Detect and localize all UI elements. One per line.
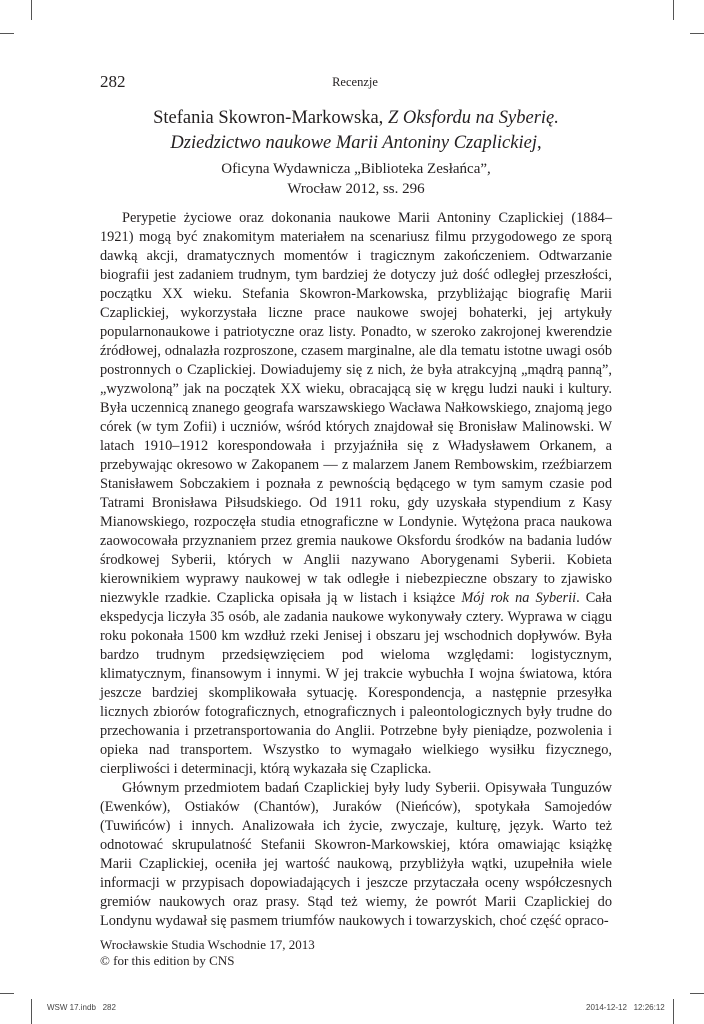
running-head — [100, 72, 610, 96]
book-title-part1: Z Oksfordu na Syberię. — [387, 108, 559, 128]
journal-footer — [100, 937, 315, 969]
print-slug-timestamp: 2014-12-12 12:26:12 — [586, 1003, 665, 1012]
book-publisher: Oficyna Wydawnicza „Biblioteka Zesłańca”, — [221, 161, 491, 177]
page-number: 282 — [100, 72, 126, 91]
heading-line-2 — [100, 131, 612, 156]
paragraph-2: Głównym przedmiotem badań Czaplickiej były ludy Syberii. Opisywała Tunguzów (Ewenków), Ostiaków (Chantów), Juraków (Nieńców), spotykała Samojedów (Tuwińców) i innych. Analizowała ich życie, zwyczaje, kulturę, język. Warto też odnotować skrupulatność Stefanii Skowron-Markowskiej, która omawiając książkę Marii Czaplickiej, oceniła jej wartość naukową, przybliżyła wątki, uzupełniła wiele informacji w przypisach dopowiadających i jeszcze przytaczała oceny współczesnych gremiów naukowych oraz prasy. Stąd też wiemy, że powrót Marii Czaplickiej do Londynu wydawał się pasmem triumfów naukowych i towarzyskich, choć część opraco- — [100, 780, 612, 929]
paragraph-1-text-b: . Cała ekspedycja liczyła 35 osób, ale zadania naukowe wykonywały cztery. Wyprawa w ciągu roku pokonała 1500 km wzdłuż rzeki Jenisej i obszaru jej wschodnich dopływów. Była bardzo trudnym przedsięwzięciem pod wieloma względami: logistycznym, klimatycznym, finansowym i innymi. W jej trakcie wybuchła I wojna światowa, która jeszcze bardziej skomplikowała sytuację. Korespondencja, a następnie przesyłka licznych zbiorów fotograficznych, etnograficznych i paleontologicznych były trudne do przechowania i przetransportowania do Anglii. Potrzebne były pieniądze, pozwolenia i opieka nad transportem. Wszystko to wymagało wielkiego wysiłku fizycznego, cierpliwości i determinacji, którą wykazała się Czaplicka. — [100, 590, 612, 777]
crop-mark — [0, 33, 14, 34]
cited-book-title: Mój rok na Syberii — [461, 590, 577, 606]
crop-mark — [0, 993, 14, 994]
book-title-part2: Dziedzictwo naukowe Marii Antoniny Czaplickiej — [170, 133, 537, 153]
book-place-year: Wrocław 2012, ss. 296 — [287, 181, 425, 197]
review-body — [100, 209, 612, 931]
crop-mark — [673, 0, 674, 20]
review-heading — [100, 106, 612, 199]
copyright-notice: © for this edition by CNS — [100, 953, 235, 968]
paragraph-1 — [100, 209, 612, 779]
heading-line-1 — [100, 106, 612, 131]
section-title: Recenzje — [332, 75, 378, 89]
crop-mark — [31, 999, 32, 1024]
crop-mark — [690, 33, 704, 34]
paragraph-1-text-a: Perypetie życiowe oraz dokonania naukowe Marii Antoniny Czaplickiej (1884–1921) mogą być znakomitym materiałem na scenariusz filmu przygodowego ze sporą dawką akcji, dramatycznych momentów i tragicznym zakończeniem. Odtwarzanie biografii jest zadaniem trudnym, tym bardziej że dotyczy już dość odległej przeszłości, początku XX wieku. Stefania Skowron-Markowska, przybliżając biografię Marii Czaplickiej, wykorzystała liczne prace naukowe swojej bohaterki, jej artykuły popularnonaukowe i patriotyczne oraz listy. Ponadto, w szeroko zakrojonej kwerendzie źródłowej, odnalazła rozproszone, czasem marginalne, ale dla tematu istotne uwagi osób postronnych o Czaplickiej. Dowiadujemy się z nich, że była atrakcyjną „mądrą panną”, „wyzwoloną” jak na początek XX wieku, obracającą się w kręgu ludzi nauki i kultury. Była uczennicą znanego geografa warszawskiego Wacława Nałkowskiego, znajomą jego córek (w tym Zofii) i uczniów, wśród których znajdował się Bronisław Malinowski. W latach 1910–1912 korespondowała i przyjaźniła się z Władysławem Orkanem, a przebywając okresowo w Zakopanem — z malarzem Janem Rembowskim, rzeźbiarzem Stanisławem Sobczakiem i poznała z pewnością będącego w tym samym czasie pod Tatrami Bronisława Piłsudskiego. Od 1911 roku, gdy uzyskała stypendium z Kasy Mianowskiego, rozpoczęła studia etnograficzne w Londynie. Wytężona praca naukowa zaowocowała przyznaniem przez gremia naukowe Oksfordu środków na badania ludów środkowej Syberii, których w Anglii nazywano Aborygenami Syberii. Kobieta kierownikiem wyprawy naukowej w tak odległe i niebezpieczne obszary to zjawisko niezwykle rzadkie. Czaplicka opisała ją w listach i książce — [100, 210, 612, 606]
journal-name: Wrocławskie Studia Wschodnie 17, 2013 — [100, 937, 315, 952]
crop-mark — [690, 993, 704, 994]
book-author: Stefania Skowron-Markowska, — [153, 108, 388, 128]
crop-mark — [31, 0, 32, 20]
print-slug-file: WSW 17.indb 282 — [47, 1003, 116, 1012]
heading-comma: , — [536, 133, 542, 153]
crop-mark — [673, 999, 674, 1024]
